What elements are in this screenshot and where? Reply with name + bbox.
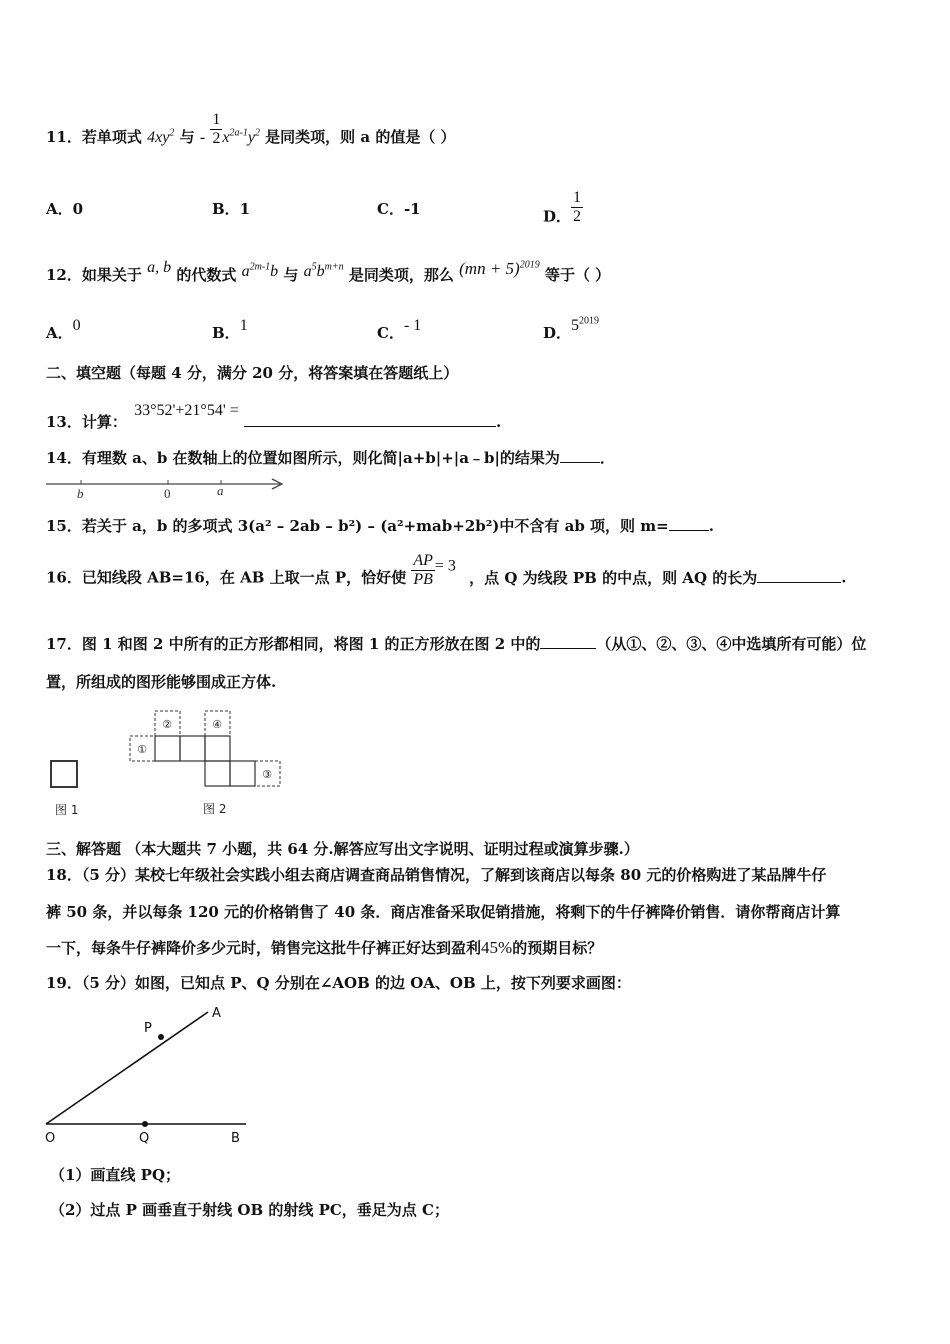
q11-option-d: D． $\frac{1}{2}$ bbox=[543, 189, 582, 226]
q14-number-line bbox=[44, 478, 289, 500]
q11-text-a: 若单项式 bbox=[81, 128, 142, 146]
q19-angle-figure bbox=[40, 1000, 255, 1150]
q14-answer-blank bbox=[560, 448, 600, 463]
q11-expr2-sign: - bbox=[199, 129, 206, 146]
q19-label-A: A bbox=[212, 1006, 221, 1021]
q16-answer-blank bbox=[757, 568, 841, 583]
q18-line1: 18．（5 分）某校七年级社会实践小组去商店调查商品销售情况，了解到该商店以每条 80 元的价格购进了某品牌牛仔 bbox=[46, 866, 827, 884]
q19-step1: （1）画直线 PQ； bbox=[50, 1166, 181, 1184]
q16-stem: 16．已知线段 AB=16，在 AB 上取一点 P，恰好使 $\frac{AP}{PB}$ = 3 ，点 Q 为线段 PB 的中点，则 AQ 的长为 . bbox=[46, 552, 847, 588]
q12-option-c: C．- 1 bbox=[377, 317, 422, 342]
q11-expr2-fraction: $\frac{1}{2}$ bbox=[212, 110, 221, 147]
q14-label-b: b bbox=[77, 486, 84, 501]
q12-stem: 12．如果关于 a, b 的代数式 $a^{2m-1}b$ 与 $a^5b^{m+n}$ 是同类项，那么 (mn + 5)$^{2019}$ 等于（ ） bbox=[46, 259, 611, 284]
q18-line3: 一下，每条牛仔裤降价多少元时，销售完这批牛仔裤正好达到盈利45%的预期目标？ bbox=[46, 938, 603, 957]
q19-step2: （2）过点 P 画垂直于射线 OB 的射线 PC，垂足为点 C； bbox=[50, 1201, 449, 1219]
q19-label-O: O bbox=[45, 1131, 56, 1146]
q17-slot-3: ③ bbox=[262, 768, 272, 781]
q17-figure2 bbox=[128, 711, 288, 819]
q17-answer-blank bbox=[540, 634, 596, 649]
q17-slot-1: ① bbox=[137, 743, 147, 756]
section3-title: 三、解答题 （本大题共 7 小题，共 64 分.解答应写出文字说明、证明过程或演算步骤.） bbox=[46, 840, 639, 858]
q17-figure1 bbox=[48, 758, 88, 818]
q11-number: 11． bbox=[46, 128, 82, 146]
q15-answer-blank bbox=[669, 516, 709, 531]
q14-label-a: a bbox=[217, 483, 224, 498]
q11-option-c: C．-1 bbox=[377, 200, 421, 218]
q12-option-d: D．$5^{2019}$ bbox=[543, 315, 600, 342]
q14-stem: 14．有理数 a、b 在数轴上的位置如图所示，则化简|a+b|+|a﹣b|的结果为 ． bbox=[46, 449, 615, 467]
q19-label-Q: Q bbox=[139, 1131, 150, 1146]
q17-line1: 17．图 1 和图 2 中所有的正方形都相同，将图 1 的正方形放在图 2 中的 （从①、②、③、④中选填所有可能）位 bbox=[46, 635, 867, 653]
q11-option-a: A．0 bbox=[46, 200, 84, 218]
q15-stem: 15．若关于 a，b 的多项式 3(a² – 2ab – b²) – (a²+mab+2b²)中不含有 ab 项，则 m= . bbox=[46, 517, 714, 535]
q11-expr1: $4xy^2$ bbox=[147, 127, 175, 146]
q17-slot-4: ④ bbox=[212, 718, 222, 731]
q16-fraction: $\frac{AP}{PB}$ bbox=[413, 552, 433, 588]
q12-option-a: A．0 bbox=[46, 317, 81, 342]
q18-line2: 裤 50 条，并以每条 120 元的价格销售了 40 条．商店准备采取促销措施，将剩下的牛仔裤降价销售．请你帮商店计算 bbox=[46, 903, 841, 921]
section2-title: 二、填空题（每题 4 分，满分 20 分，将答案填在答题纸上） bbox=[46, 364, 459, 382]
q11-text-b: 与 bbox=[179, 128, 195, 146]
q11-text-c: 是同类项，则 a 的值是（ ） bbox=[265, 128, 456, 146]
q13-stem: 13．计算： 33°52'+21°54' = . bbox=[46, 402, 502, 431]
q19-line1: 19．（5 分）如图，已知点 P、Q 分别在∠AOB 的边 OA、OB 上，按下列要求画图： bbox=[46, 974, 631, 992]
q17-fig1-caption: 图 1 bbox=[55, 803, 79, 817]
q14-label-zero: 0 bbox=[164, 486, 171, 501]
q19-label-B: B bbox=[231, 1131, 240, 1146]
q12-option-b: B．1 bbox=[212, 317, 248, 342]
q17-line2: 置，所组成的图形能够围成正方体. bbox=[46, 673, 277, 691]
q11-option-b: B．1 bbox=[212, 200, 251, 218]
q17-fig2-caption: 图 2 bbox=[203, 802, 227, 816]
q11-expr2-x: $x^{2a-1}y^2$ bbox=[222, 127, 260, 146]
q19-label-P: P bbox=[144, 1021, 152, 1036]
q11-stem bbox=[46, 110, 456, 148]
q17-slot-2: ② bbox=[162, 718, 172, 731]
q13-answer-blank bbox=[244, 412, 496, 427]
